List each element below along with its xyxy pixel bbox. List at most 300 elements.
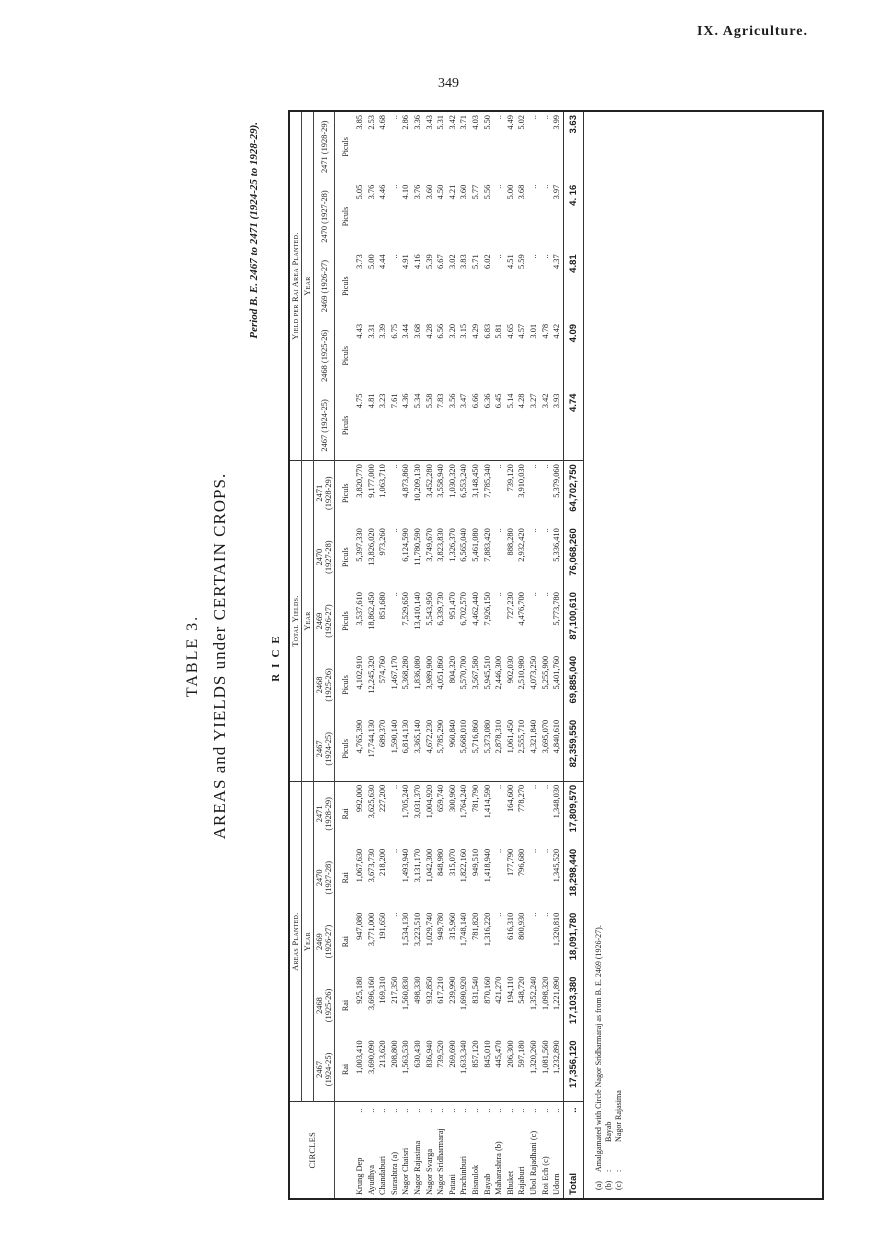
per-rai-cell: 6.45 bbox=[493, 391, 505, 461]
area-cell: 1,690,920 bbox=[459, 976, 469, 1011]
areas-year-2469 bbox=[314, 910, 335, 974]
total-area-cell: 18,091,780 bbox=[563, 910, 583, 974]
year-ce: (1925-26) bbox=[324, 988, 333, 1023]
per-rai-cell: 5.56 bbox=[482, 184, 492, 200]
circle-name: Roi Ech (c) bbox=[540, 1156, 550, 1195]
area-cell: 932,850 bbox=[424, 976, 434, 1004]
year-ce: (1927-28) bbox=[324, 861, 333, 895]
per-rai-cell: 5.34 bbox=[412, 391, 424, 461]
per-rai-cell: .. bbox=[528, 184, 538, 189]
yield-cell: .. bbox=[540, 592, 550, 597]
total-per-rai-cell: 3.63 bbox=[563, 112, 583, 182]
area-cell: 1,042,300 bbox=[424, 848, 434, 883]
area-cell: 597,180 bbox=[516, 1037, 528, 1101]
per-rai-cell: 2.86 bbox=[401, 115, 411, 130]
yield-cell: 3,558,940 bbox=[436, 464, 446, 498]
per-rai-cell: 4.75 bbox=[354, 391, 366, 461]
area-cell: 194,110 bbox=[505, 976, 515, 1004]
area-cell: 1,414,590 bbox=[482, 784, 492, 819]
crop-table bbox=[290, 112, 584, 1198]
table-row bbox=[516, 112, 528, 1198]
per-rai-cell: 4.81 bbox=[366, 391, 378, 461]
area-cell: .. bbox=[540, 848, 550, 853]
yield-cell: 5,570,700 bbox=[459, 655, 469, 690]
yield-cell: 5,543,950 bbox=[424, 592, 434, 626]
yield-cell: 1,467,170 bbox=[389, 655, 399, 690]
table-row bbox=[447, 112, 459, 1198]
area-cell: .. bbox=[389, 848, 399, 853]
per-rai-cell: 3.76 bbox=[366, 184, 376, 200]
unit-piculs: Piculs bbox=[335, 391, 355, 461]
area-cell: 208,800 bbox=[389, 1037, 401, 1101]
leader-dots: .. bbox=[401, 1108, 411, 1113]
area-cell: 1,232,890 bbox=[551, 1037, 563, 1101]
area-cell: 616,310 bbox=[505, 912, 515, 940]
per-rai-cell: 3.68 bbox=[412, 323, 422, 339]
per-rai-cell: 4.42 bbox=[552, 323, 562, 339]
per-rai-cell: 5.05 bbox=[355, 184, 364, 200]
unit-piculs: Piculs bbox=[341, 206, 350, 227]
area-cell: 659,740 bbox=[436, 784, 446, 813]
area-cell: 1,352,240 bbox=[528, 976, 538, 1011]
per-rai-cell: 6.75 bbox=[389, 323, 399, 339]
year-be: 2467 bbox=[315, 740, 324, 758]
table-row bbox=[505, 112, 517, 1198]
per-rai-cell: 5.39 bbox=[424, 254, 434, 269]
area-cell: 781,790 bbox=[470, 784, 480, 813]
yield-cell: 6,124,590 bbox=[401, 528, 411, 562]
per-rai-cell: 4.49 bbox=[505, 115, 515, 130]
table-frame bbox=[288, 110, 824, 1200]
circle-name: Surashtra (a) bbox=[389, 1151, 399, 1195]
leader-dots: .. bbox=[552, 1108, 562, 1113]
yield-cell: 6,702,570 bbox=[459, 592, 469, 626]
per-rai-cell: 7.61 bbox=[389, 391, 401, 461]
footnotes bbox=[594, 112, 624, 1190]
area-cell: 836,940 bbox=[424, 1037, 436, 1101]
area-cell: 1,003,410 bbox=[354, 1037, 366, 1101]
yield-cell: 2,878,310 bbox=[493, 717, 505, 781]
table-row bbox=[377, 112, 389, 1198]
area-cell: 300,960 bbox=[447, 784, 457, 813]
leader-dots: .. bbox=[482, 1108, 492, 1113]
yield-cell: 5,368,280 bbox=[401, 655, 411, 690]
yield-cell: 689,370 bbox=[377, 717, 389, 781]
area-cell: .. bbox=[494, 912, 504, 917]
unit-piculs: Piculs bbox=[341, 483, 350, 504]
yield-cell: 2,446,300 bbox=[494, 655, 504, 690]
area-cell: 1,320,260 bbox=[528, 1037, 540, 1101]
table-row bbox=[551, 112, 563, 1198]
circle-name: Bisnulok bbox=[470, 1164, 480, 1195]
year-be: 2467 bbox=[315, 1061, 324, 1078]
yield-cell: .. bbox=[389, 464, 399, 469]
yield-cell: 5,668,010 bbox=[458, 717, 470, 781]
table-row bbox=[424, 112, 436, 1198]
table-row bbox=[458, 112, 470, 1198]
unit-piculs: Piculs bbox=[341, 276, 350, 296]
leader-dots: .. bbox=[366, 1108, 376, 1113]
area-cell: 992,000 bbox=[355, 784, 364, 813]
yield-cell: 804,320 bbox=[447, 655, 457, 684]
footnote bbox=[604, 112, 614, 1190]
per-rai-cell: 3.47 bbox=[458, 391, 470, 461]
per-rai-cell: .. bbox=[494, 254, 504, 259]
area-cell: 191,650 bbox=[378, 912, 388, 940]
yields-year-2471 bbox=[314, 461, 335, 525]
per-rai-cell: 3.76 bbox=[412, 184, 422, 200]
yield-cell: 4,765,390 bbox=[354, 717, 366, 781]
yield-cell: .. bbox=[494, 528, 504, 533]
yield-cell: 1,836,080 bbox=[412, 655, 422, 690]
areas-heading: Areas Planted. bbox=[290, 781, 302, 1102]
yield-cell: 3,537,610 bbox=[355, 592, 364, 626]
yield-cell: 727,230 bbox=[505, 592, 515, 620]
circle-name: Patani bbox=[447, 1174, 457, 1195]
per-rai-cell: .. bbox=[389, 254, 399, 259]
table-row bbox=[400, 112, 412, 1198]
yield-cell: 2,510,980 bbox=[517, 655, 527, 690]
unit-piculs: Piculs bbox=[341, 345, 350, 366]
yield-cell: .. bbox=[389, 592, 399, 597]
area-cell: .. bbox=[494, 784, 504, 790]
total-yield-cell: 76,068,260 bbox=[563, 525, 583, 589]
yield-cell: 902,030 bbox=[505, 655, 515, 684]
yield-cell: 6,814,130 bbox=[400, 717, 412, 781]
area-cell: 845,010 bbox=[482, 1037, 494, 1101]
area-cell: 1,560,830 bbox=[401, 976, 411, 1011]
total-row bbox=[563, 112, 583, 1198]
area-cell: 1,764,240 bbox=[459, 784, 469, 819]
per-rai-cell: 3.23 bbox=[377, 391, 389, 461]
unit-row bbox=[335, 112, 355, 1198]
per-rai-cell: .. bbox=[528, 254, 538, 259]
year-ce: (1925-26) bbox=[324, 668, 333, 702]
area-cell: 1,098,320 bbox=[540, 976, 550, 1011]
per-rai-cell: 5.00 bbox=[366, 254, 376, 269]
per-rai-cell: 5.81 bbox=[494, 323, 504, 339]
circle-name: Krung Dep bbox=[355, 1157, 364, 1195]
leader-dots: .. bbox=[389, 1108, 399, 1113]
per-rai-cell: 4.65 bbox=[505, 323, 515, 339]
area-cell: 947,080 bbox=[355, 912, 364, 940]
per-rai-cell: 4.28 bbox=[516, 391, 528, 461]
yield-cell: 3,148,450 bbox=[470, 464, 480, 498]
area-cell: 1,345,520 bbox=[552, 848, 562, 883]
yield-cell: 13,826,020 bbox=[366, 528, 376, 566]
per-rai-cell: 3.99 bbox=[552, 115, 562, 130]
yield-cell: 5,379,060 bbox=[552, 464, 562, 498]
circle-name: Nagor Sridharmaraj bbox=[436, 1128, 446, 1195]
per-rai-cell: 4.10 bbox=[401, 184, 411, 200]
yield-cell: 4,102,910 bbox=[355, 655, 364, 690]
area-cell: 1,316,220 bbox=[482, 912, 492, 947]
yield-cell: .. bbox=[528, 528, 538, 533]
area-cell: 227,200 bbox=[378, 784, 388, 813]
per-rai-cell: 4.21 bbox=[447, 184, 457, 200]
area-cell: 778,270 bbox=[517, 784, 527, 813]
page-number: 349 bbox=[438, 76, 459, 91]
table-row bbox=[470, 112, 482, 1198]
area-cell: 3,690,090 bbox=[366, 1037, 378, 1101]
per-rai-cell: 4.37 bbox=[552, 254, 562, 269]
area-cell: 218,200 bbox=[378, 848, 388, 877]
yields-year-heading: Year bbox=[302, 461, 314, 782]
area-cell: 1,029,740 bbox=[424, 912, 434, 947]
per-rai-cell: 3.27 bbox=[528, 391, 540, 461]
circles-heading: CIRCLES bbox=[290, 1102, 335, 1198]
ditto-mark: : bbox=[613, 1169, 623, 1172]
yield-cell: 4,462,440 bbox=[470, 592, 480, 626]
yield-cell: 17,744,130 bbox=[366, 717, 378, 781]
area-cell: 3,223,510 bbox=[412, 912, 422, 947]
unit-piculs: Piculs bbox=[341, 137, 350, 157]
year-ce: (1928-29) bbox=[324, 797, 333, 831]
table-period: Period B. E. 2467 to 2471 (1924-25 to 1928-29). bbox=[248, 122, 260, 339]
per-rai-cell: 4.50 bbox=[436, 184, 446, 200]
yield-cell: 7,926,150 bbox=[482, 592, 492, 626]
total-per-rai-cell: 4.81 bbox=[563, 251, 583, 321]
area-cell: 1,563,530 bbox=[400, 1037, 412, 1101]
area-cell: 217,350 bbox=[389, 976, 399, 1004]
yield-cell: 7,785,340 bbox=[482, 464, 492, 498]
yield-cell: 5,255,900 bbox=[540, 655, 550, 690]
table-body bbox=[335, 112, 584, 1198]
circle-name: Maharashtra (b) bbox=[494, 1141, 504, 1195]
area-cell: .. bbox=[494, 848, 504, 853]
total-area-cell: 17,809,570 bbox=[563, 781, 583, 845]
yield-cell: 5,716,860 bbox=[470, 717, 482, 781]
per-rai-cell: 3.15 bbox=[459, 323, 469, 339]
leader-dots: .. bbox=[540, 1108, 550, 1113]
area-cell: 1,705,240 bbox=[401, 784, 411, 819]
area-cell: 3,131,170 bbox=[412, 848, 422, 883]
total-area-cell: 18,298,440 bbox=[563, 846, 583, 910]
unit-piculs: Piculs bbox=[341, 675, 350, 695]
area-cell: 630,430 bbox=[412, 1037, 424, 1101]
area-cell: 315,070 bbox=[447, 848, 457, 877]
table-row bbox=[493, 112, 505, 1198]
per-rai-cell: 2.53 bbox=[366, 115, 376, 130]
year-be: 2471 bbox=[315, 805, 324, 823]
footnote bbox=[594, 112, 604, 1190]
yields-year-2470 bbox=[314, 525, 335, 589]
per-rai-cell: 6.67 bbox=[436, 254, 446, 269]
leader-dots: .. bbox=[494, 1108, 504, 1113]
circle-name: Rajaburi bbox=[517, 1166, 527, 1195]
area-cell: 796,680 bbox=[517, 848, 527, 877]
area-cell: 3,771,000 bbox=[366, 912, 376, 947]
per-rai-cell: 4.36 bbox=[400, 391, 412, 461]
yield-cell: 3,452,280 bbox=[424, 464, 434, 498]
footnote-mark: (a) bbox=[593, 1181, 603, 1190]
yield-cell: 5,373,080 bbox=[482, 717, 494, 781]
area-cell: 781,820 bbox=[470, 912, 480, 940]
yield-cell: 4,672,230 bbox=[424, 717, 436, 781]
yield-cell: 5,945,510 bbox=[482, 655, 492, 690]
per-rai-cell: 3.02 bbox=[447, 254, 457, 269]
area-cell: 1,348,030 bbox=[552, 784, 562, 819]
per-rai-cell: 4.28 bbox=[424, 323, 434, 339]
areas-year-2468 bbox=[314, 974, 335, 1038]
area-cell: 925,180 bbox=[355, 976, 364, 1004]
yield-cell: .. bbox=[540, 528, 550, 533]
yield-cell: 6,565,040 bbox=[459, 528, 469, 562]
footnote-text: Nagor Rajasima bbox=[613, 1090, 623, 1142]
area-cell: 548,720 bbox=[517, 976, 527, 1004]
leader-dots: .. bbox=[517, 1108, 527, 1113]
per-rai-year-2468: 2468 (1925-26) bbox=[314, 321, 335, 391]
yield-cell: 4,476,700 bbox=[517, 592, 527, 626]
area-cell: 206,300 bbox=[505, 1037, 517, 1101]
per-rai-cell: 7.83 bbox=[435, 391, 447, 461]
year-ce: (1924-25) bbox=[324, 1052, 333, 1087]
yield-cell: 2,555,710 bbox=[516, 717, 528, 781]
circle-name: Bhuket bbox=[505, 1170, 515, 1195]
yield-cell: 5,401,760 bbox=[552, 655, 562, 690]
yield-cell: 973,260 bbox=[378, 528, 388, 556]
per-rai-cell: 5.02 bbox=[517, 115, 527, 130]
footnote-mark: (c) bbox=[613, 1181, 623, 1190]
yield-cell: .. bbox=[389, 528, 399, 533]
area-cell: 269,690 bbox=[447, 1037, 459, 1101]
circle-name: Ubol Rajadhani (c) bbox=[528, 1130, 538, 1195]
per-rai-cell: 5.71 bbox=[470, 254, 480, 269]
crop-heading: RICE bbox=[270, 630, 282, 682]
per-rai-cell: 3.83 bbox=[459, 254, 469, 269]
area-cell: 1,418,940 bbox=[482, 848, 492, 883]
area-cell: 1,081,560 bbox=[540, 1037, 552, 1101]
per-rai-cell: 5.50 bbox=[482, 115, 492, 130]
year-be: 2468 bbox=[315, 676, 324, 694]
leader-dots: .. bbox=[505, 1108, 515, 1113]
leader-dots: .. bbox=[378, 1108, 388, 1113]
per-rai-cell: 3.43 bbox=[424, 115, 434, 130]
circle-name: Chandaburi bbox=[378, 1155, 388, 1195]
yield-cell: 1,030,320 bbox=[447, 464, 457, 498]
area-cell: 831,540 bbox=[470, 976, 480, 1004]
total-area-cell: 17,103,380 bbox=[563, 974, 583, 1038]
area-cell: 421,270 bbox=[494, 976, 504, 1004]
area-cell: 949,510 bbox=[470, 848, 480, 877]
circle-name: Ayudhya bbox=[366, 1165, 376, 1195]
total-yield-cell: 87,100,610 bbox=[563, 589, 583, 653]
circle-name: Nagor Chaisri bbox=[401, 1147, 411, 1195]
area-cell: 617,210 bbox=[436, 976, 446, 1004]
area-cell: 1,633,340 bbox=[458, 1037, 470, 1101]
leader-dots: .. bbox=[436, 1108, 446, 1113]
leader-dots: .. bbox=[528, 1108, 538, 1113]
footnote bbox=[614, 112, 624, 1190]
year-be: 2470 bbox=[315, 869, 324, 887]
yield-cell: 2,932,420 bbox=[517, 528, 527, 562]
year-be: 2468 bbox=[315, 997, 324, 1014]
rotated-table-sheet bbox=[176, 112, 822, 1200]
year-be: 2470 bbox=[315, 548, 324, 566]
circle-name: Bayab bbox=[482, 1173, 492, 1195]
per-rai-cell: 3.20 bbox=[447, 323, 457, 339]
table-row bbox=[482, 112, 494, 1198]
yields-year-2469 bbox=[314, 589, 335, 653]
area-cell: 1,534,130 bbox=[401, 912, 411, 947]
circle-name: Nagor Svarga bbox=[424, 1148, 434, 1195]
per-rai-cell: .. bbox=[494, 115, 504, 120]
yield-cell: .. bbox=[528, 464, 538, 469]
yields-year-2468 bbox=[314, 653, 335, 717]
unit-spacer bbox=[335, 1115, 355, 1198]
yield-cell: .. bbox=[540, 464, 550, 469]
per-rai-cell: 3.97 bbox=[552, 184, 562, 200]
area-cell: 169,310 bbox=[378, 976, 388, 1004]
per-rai-cell: 3.31 bbox=[366, 323, 376, 339]
per-rai-cell: 4.78 bbox=[540, 323, 550, 339]
leader-dots: .. bbox=[563, 1102, 583, 1115]
circle-name: Nagor Rajasima bbox=[412, 1140, 422, 1195]
area-cell: 1,067,630 bbox=[355, 848, 364, 883]
per-rai-cell: 6.83 bbox=[482, 323, 492, 339]
per-rai-cell: .. bbox=[528, 115, 538, 120]
table-row bbox=[435, 112, 447, 1198]
per-rai-cell: 3.73 bbox=[355, 254, 364, 269]
yield-cell: 13,410,140 bbox=[412, 592, 422, 630]
per-rai-cell: .. bbox=[540, 184, 550, 189]
area-cell: .. bbox=[389, 912, 399, 917]
per-rai-cell: .. bbox=[494, 184, 504, 189]
leader-dots: .. bbox=[412, 1108, 422, 1113]
per-rai-cell: 3.39 bbox=[378, 323, 388, 339]
per-rai-cell: 3.71 bbox=[459, 115, 469, 130]
per-rai-cell: 3.42 bbox=[540, 391, 552, 461]
area-cell: 498,330 bbox=[412, 976, 422, 1004]
leader-dots: .. bbox=[470, 1108, 480, 1113]
yield-cell: 3,820,770 bbox=[355, 464, 364, 498]
yield-cell: 4,321,840 bbox=[528, 717, 540, 781]
area-cell: 177,790 bbox=[505, 848, 515, 877]
per-rai-cell: 4.46 bbox=[378, 184, 388, 200]
year-ce: (1928-29) bbox=[324, 476, 333, 510]
footnote-text: Bayab bbox=[603, 1121, 613, 1142]
yield-cell: 5,397,330 bbox=[355, 528, 364, 562]
areas-year-heading: Year bbox=[302, 781, 314, 1102]
yield-cell: 4,073,250 bbox=[528, 655, 538, 690]
area-cell: 1,004,920 bbox=[424, 784, 434, 819]
area-cell: 239,990 bbox=[447, 976, 457, 1004]
yield-cell: .. bbox=[528, 592, 538, 597]
area-cell: 445,470 bbox=[493, 1037, 505, 1101]
year-header-row bbox=[314, 112, 335, 1198]
yield-cell: 3,989,900 bbox=[424, 655, 434, 690]
area-cell: 164,600 bbox=[505, 784, 515, 813]
total-area-cell: 17,356,120 bbox=[563, 1037, 583, 1101]
per-rai-cell: 3.44 bbox=[401, 323, 411, 339]
area-cell: 949,780 bbox=[436, 912, 446, 940]
circle-name: Udorn bbox=[552, 1173, 562, 1195]
yield-cell: 12,245,320 bbox=[366, 655, 376, 694]
per-rai-cell: 4.91 bbox=[401, 254, 411, 269]
area-cell: 857,120 bbox=[470, 1037, 482, 1101]
yield-cell: 1,326,370 bbox=[447, 528, 457, 562]
yield-cell: 951,470 bbox=[447, 592, 457, 620]
yield-cell: 3,749,670 bbox=[424, 528, 434, 562]
total-yield-cell: 69,885,040 bbox=[563, 653, 583, 717]
area-cell: 3,673,730 bbox=[366, 848, 376, 883]
area-cell: .. bbox=[389, 784, 399, 790]
areas-year-2467 bbox=[314, 1037, 335, 1101]
yield-cell: 6,339,730 bbox=[436, 592, 446, 626]
per-rai-year-2470: 2470 (1927-28) bbox=[314, 182, 335, 252]
circle-name: Prachinburi bbox=[459, 1155, 469, 1195]
area-cell: 739,520 bbox=[435, 1037, 447, 1101]
